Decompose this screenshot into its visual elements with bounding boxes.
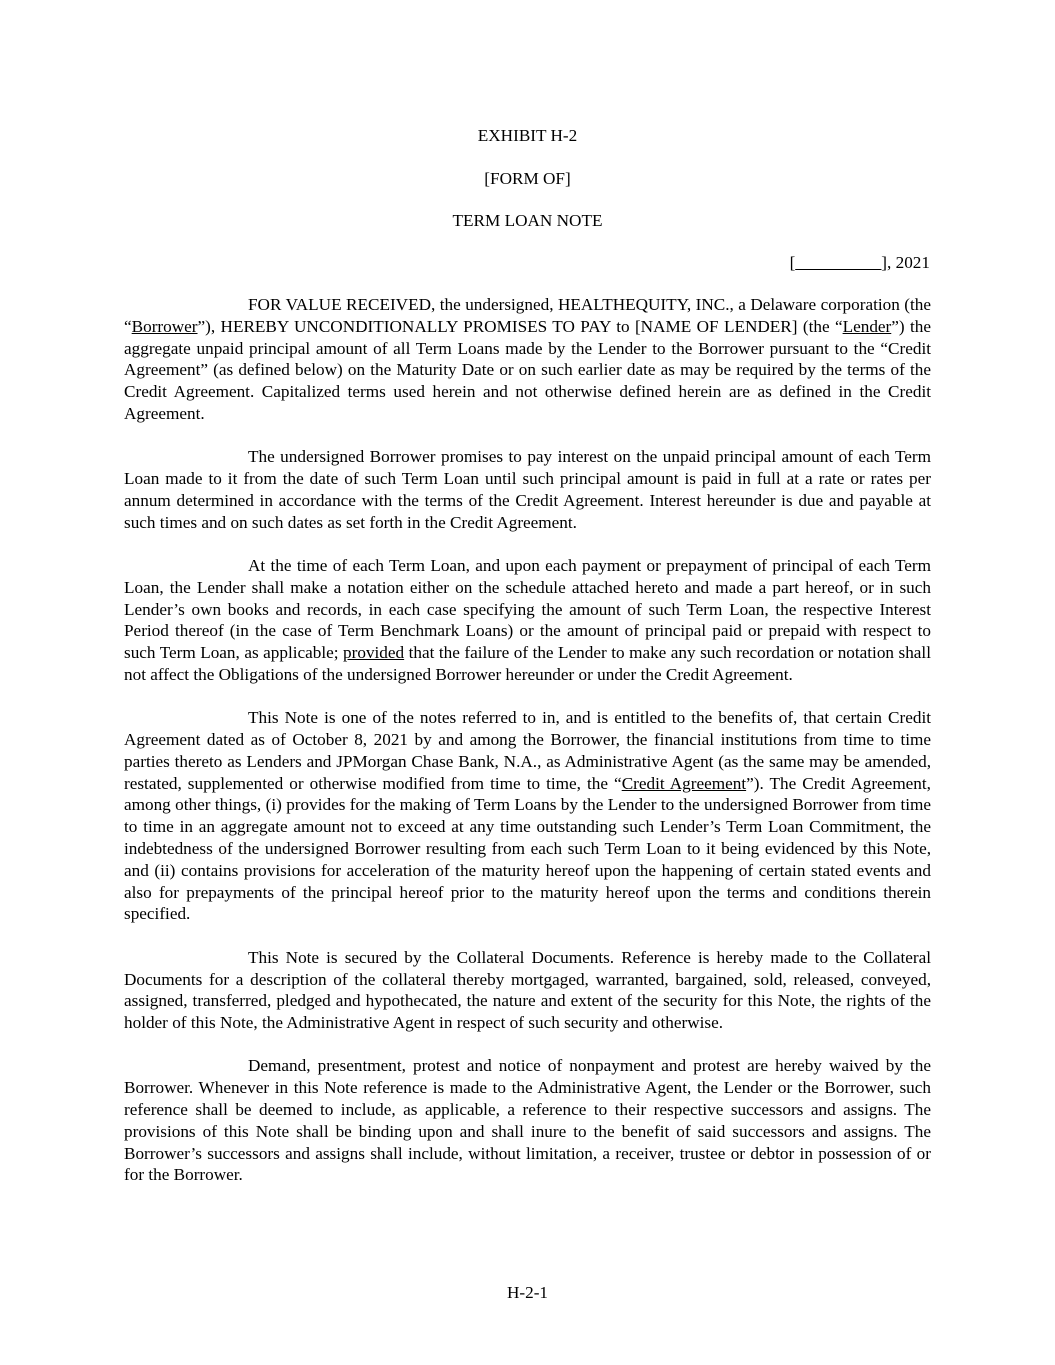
paragraph-credit-agreement	[124, 707, 931, 925]
defined-term-credit-agreement: Credit Agreement	[621, 773, 747, 793]
p4-text-a: This Note is one of the notes referred to in, and is entitled to the benefits of, that certain Credit Agreement dated as of October 8, 2021 by and among the Borrower, the financial institutions from time to time parties thereto as Lenders and JPMorgan Chase Bank, N.A., as Administrative Agent (as the same may be amended, restated, supplemented or otherwise modified from time to time, the “	[124, 708, 931, 793]
p3-text-a: At the time of each Term Loan, and upon each payment or prepayment of principal of each Term Loan, the Lender shall make a notation either on the schedule attached hereto and made a part hereof, or in such Lender’s own books and records, in each case specifying the amount of such Term Loan, the respective Interest Period thereof (in the case of Term Benchmark Loans) or the amount of principal paid or prepaid with respect to such Term Loan, as applicable;	[124, 555, 931, 663]
paragraph-notation	[124, 555, 931, 686]
defined-term-lender: Lender	[842, 316, 892, 336]
date-open-bracket: [	[789, 253, 796, 272]
paragraph-collateral: This Note is secured by the Collateral Documents. Reference is hereby made to the Collateral Documents for a description of the collateral thereby mortgaged, warranted, bargained, sold, released, conveyed, assigned, transferred, pledged and hypothecated, the nature and extent of the security for this Note, the rights of the holder of this Note, the Administrative Agent in respect of such security and otherwise.	[124, 947, 931, 1033]
date-blank: __________	[795, 253, 882, 272]
defined-term-borrower: Borrower	[131, 316, 198, 336]
exhibit-heading: EXHIBIT H-2	[477, 126, 578, 145]
p4-text-b: ”). The Credit Agreement, among other things, (i) provides for the making of Term Loans by the Lender to the undersigned Borrower from time to time in an aggregate amount not to exceed at any time outstanding such Lender’s Term Loan Commitment, the indebtedness of the undersigned Borrower resulting from each such Term Loan to it being evidenced by this Note, and (ii) contains provisions for acceleration of the maturity hereof upon the happening of certain stated events and also for prepayments of the principal hereof prior to the maturity hereof upon the terms and conditions therein specified.	[124, 773, 931, 924]
paragraph-waiver: Demand, presentment, protest and notice of nonpayment and protest are hereby waived by the Borrower. Whenever in this Note reference is made to the Administrative Agent, the Lender or the Borrower, such reference shall be deemed to include, as applicable, a reference to their respective successors and assigns. The provisions of this Note shall be binding upon and shall inure to the benefit of said successors and assigns. The Borrower’s successors and assigns shall include, without limitation, a receiver, trustee or debtor in possession of or for the Borrower.	[124, 1056, 931, 1185]
p1-text-a: FOR VALUE RECEIVED, the undersigned, HEALTHEQUITY, INC., a Delaware corporation (the “	[124, 295, 931, 336]
page-number: H-2-1	[506, 1283, 549, 1302]
p1-text-b: ”), HEREBY UNCONDITIONALLY PROMISES TO PAY to [NAME OF LENDER] (the “	[197, 316, 843, 336]
form-of-heading: [FORM OF]	[484, 169, 571, 188]
paragraph-promise-to-pay	[124, 294, 931, 425]
document-title: TERM LOAN NOTE	[452, 211, 603, 230]
p1-text-c: ”) the aggregate unpaid principal amount of all Term Loans made by the Lender to the Borrower pursuant to the “Credit Agreement” (as defined below) on the Maturity Date or on such earlier date as may be required by the terms of the Credit Agreement. Capitalized terms used herein and not otherwise defined herein are as defined in the Credit Agreement.	[124, 316, 931, 423]
provided-term: provided	[343, 643, 405, 663]
date-year: ], 2021	[881, 253, 930, 272]
paragraph-interest: The undersigned Borrower promises to pay interest on the unpaid principal amount of each Term Loan made to it from the date of such Term Loan until such principal amount is paid in full at a rate or rates per annum determined in accordance with the terms of the Credit Agreement. Interest hereunder is due and payable at such times and on such dates as set forth in the Credit Agreement.	[124, 447, 931, 532]
date-line	[790, 252, 930, 274]
p3-text-b: that the failure of the Lender to make any such recordation or notation shall not affect the Obligations of the undersigned Borrower hereunder or under the Credit Agreement.	[124, 643, 931, 684]
note-body	[124, 294, 931, 1208]
